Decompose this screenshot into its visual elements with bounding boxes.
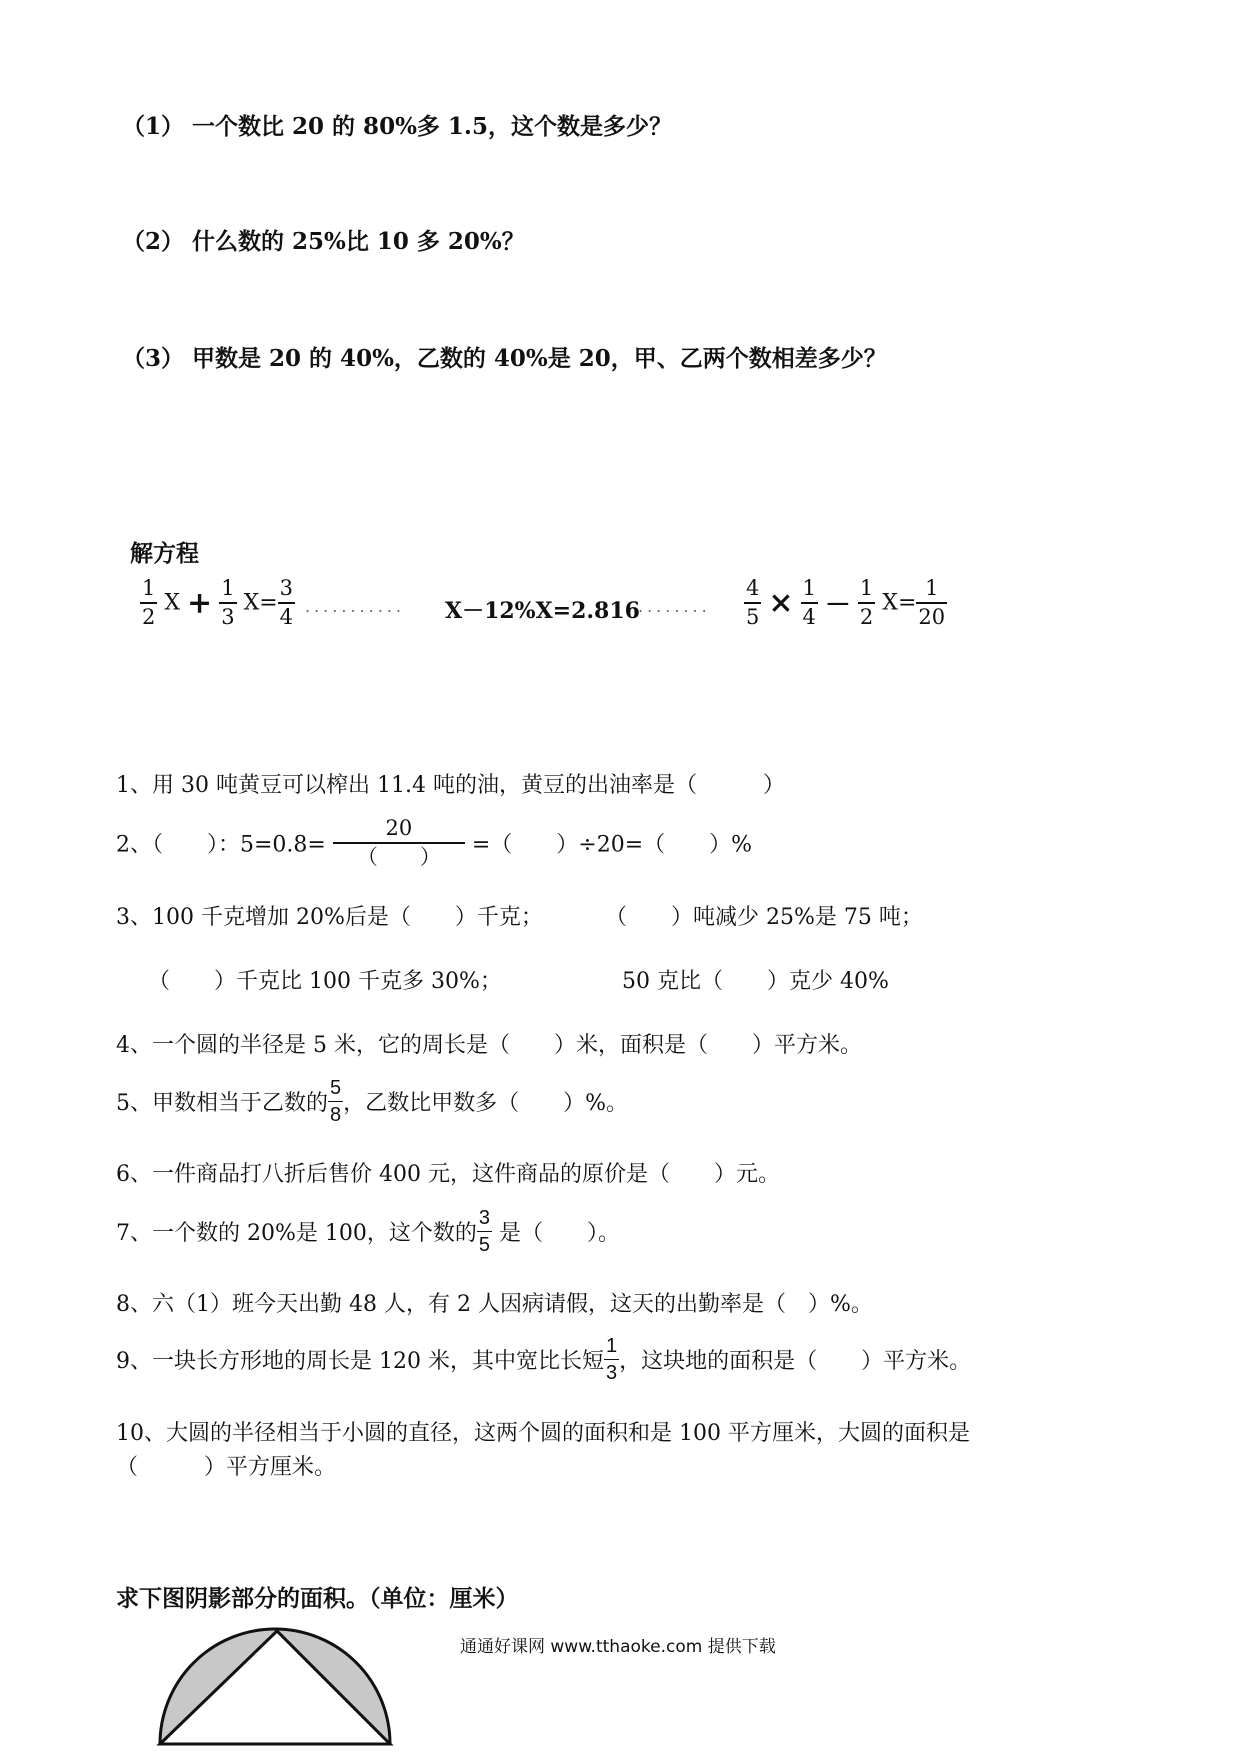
footer-watermark: 通通好课网 www.tthaoke.com 提供下载 [460, 1637, 776, 1657]
fill-q4: 4、一个圆的半径是 5 米，它的周长是（ ）米，面积是（ ）平方米。 [116, 1033, 862, 1058]
fill-q9: 9、一块长方形地的周长是 120 米，其中宽比长短 $\frac{1}{3}$ ，这块地的面积是（ ）平方米。 [116, 1335, 972, 1384]
fraction: $\frac{1}{2}$ [142, 576, 156, 629]
fill-q6: 6、一件商品打八折后售价 400 元，这件商品的原价是（ ）元。 [116, 1162, 780, 1187]
shaded-area-heading: 求下图阴影部分的面积。（单位：厘米） [116, 1585, 519, 1612]
fraction: $\frac{3}{5}$ [478, 1207, 490, 1256]
fraction: $\frac{1}{20}$ [918, 576, 946, 629]
fraction: $\frac{1}{3}$ [605, 1335, 618, 1384]
problem-2: （2） 什么数的 25%比 10 多 20%？ [122, 228, 525, 255]
fraction: $\frac{5}{8}$ [330, 1077, 342, 1126]
fraction: $\frac{1}{4}$ [802, 576, 816, 629]
fill-q3c: （ ）千克比 100 千克多 30%； [148, 969, 502, 994]
fill-q10-line1: 10、大圆的半径相当于小圆的直径，这两个圆的面积和是 100 平方厘米，大圆的面积是 [116, 1421, 970, 1446]
equation-1: $\frac{1}{2}$ X + $\frac{1}{3}$ X= $\frac{3}{4}$ [142, 576, 294, 629]
fill-q3b: （ ）吨减少 25%是 75 吨； [605, 905, 923, 930]
fraction: $\frac{3}{4}$ [279, 576, 294, 629]
equations-heading: 解方程 [130, 540, 199, 567]
fill-q8: 8、六（1）班今天出勤 48 人，有 2 人因病请假，这天的出勤率是（ ）%。 [116, 1292, 873, 1317]
fill-q5: 5、甲数相当于乙数的 $\frac{5}{8}$ ，乙数比甲数多（ ）%。 [116, 1077, 629, 1126]
fill-q2: 2、（ ）：5=0.8= $\frac{20}{( )}$ =（ ）÷20=（ ）% [116, 816, 753, 869]
fraction: $\frac{1}{2}$ [859, 576, 874, 629]
dotted-gap: ........ [638, 597, 711, 616]
problem-3: （3） 甲数是 20 的 40%，乙数的 40%是 20，甲、乙两个数相差多少？ [122, 345, 887, 372]
semicircle-triangle-figure [150, 1610, 410, 1750]
fraction: $\frac{20}{( )}$ [333, 818, 465, 868]
fill-q7: 7、一个数的 20%是 100，这个数的 $\frac{3}{5}$ 是（ ）。 [116, 1207, 620, 1256]
dotted-gap: ........... [305, 597, 405, 616]
equation-2: X－12%X=2.816 [445, 598, 640, 624]
equation-3: $\frac{4}{5}$ × $\frac{1}{4}$ － $\frac{1}{2}$ X= $\frac{1}{20}$ [746, 576, 946, 629]
problem-1: （1） 一个数比 20 的 80%多 1.5，这个数是多少？ [122, 113, 672, 140]
fraction: $\frac{4}{5}$ [746, 576, 760, 629]
fraction: $\frac{1}{3}$ [221, 576, 235, 629]
fill-q10-line2: （ ）平方厘米。 [116, 1455, 337, 1480]
fill-q3a: 3、100 千克增加 20%后是（ ）千克； [116, 905, 543, 930]
fill-q1: 1、用 30 吨黄豆可以榨出 11.4 吨的油，黄豆的出油率是（ ） [116, 773, 785, 798]
fill-q3d: 50 克比（ ）克少 40% [622, 969, 889, 994]
